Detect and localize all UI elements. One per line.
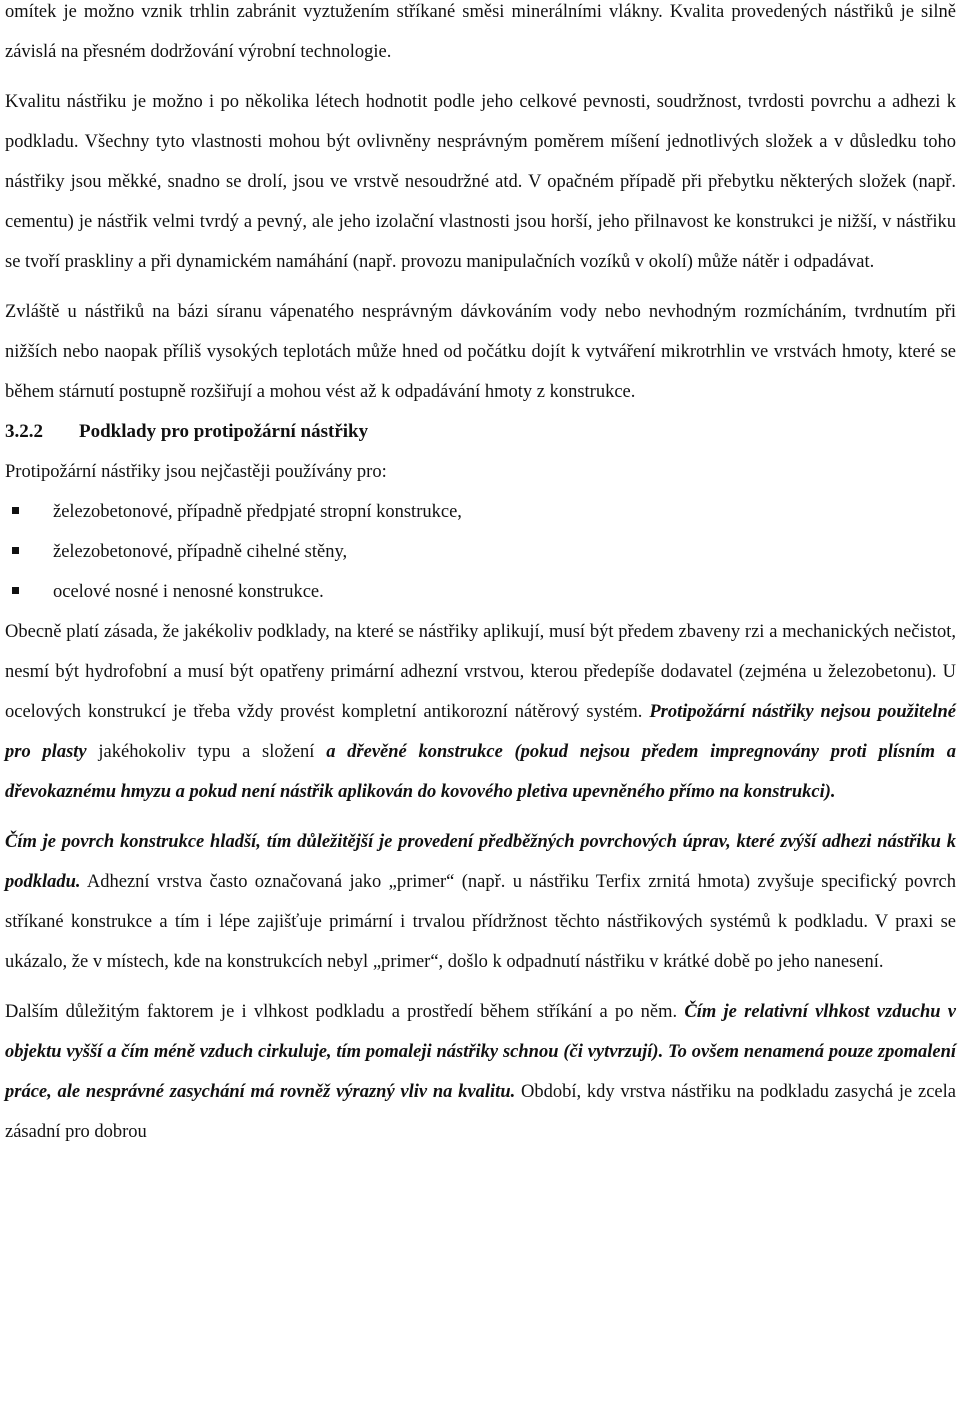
square-bullet-icon [12,507,19,514]
square-bullet-icon [12,587,19,594]
humidity-text: Dalším důležitým faktorem je i vlhkost podkladu a prostředí během stříkání a po něm. [5,1002,685,1022]
list-item-text: ocelové nosné i nenosné konstrukce. [53,582,324,602]
section-heading [5,412,956,452]
paragraph-intro-continuation: omítek je možno vznik trhlin zabránit vyztužením stříkané směsi minerálními vlákny. Kvalita provedených nástřiků je silně závislá na přesném dodržování výrobní technologie. [5,2,956,62]
usage-list [5,492,956,612]
paragraph-calcium-sulfate: Zvláště u nástřiků na bázi síranu vápenatého nesprávným dávkováním vody nebo nevhodným rozmícháním, tvrdnutím při nižších nebo naopak příliš vysokých teplotách může hned od počátku dojít k vytváření mikrotrhlin ve vrstvách hmoty, které se během stárnutí postupně rozšiřují a mohou vést až k odpadávání hmoty z konstrukce. [5,302,956,402]
substrate-emphasis-wood: a dřevěné konstrukce (pokud nejsou předem impregnovány proti plísním a dřevokaznému hmyzu a pokud není nástřik aplikován do kovového pletiva upevněného přímo na konstrukci). [5,742,957,802]
square-bullet-icon [12,547,19,554]
paragraph-quality-evaluation: Kvalitu nástřiku je možno i po několika létech hodnotit podle jeho celkové pevnosti, soudržnost, tvrdosti povrchu a adhezi k podkladu. Všechny tyto vlastnosti mohou být ovlivněny nesprávným poměrem míšení jednotlivých složek a v důsledku toho nástřiky jsou měkké, snadno se drolí, jsou ve vrstvě nesoudržné atd. V opačném případě při přebytku některých složek (např. cementu) je nástřik velmi tvrdý a pevný, ale jeho izolační vlastnosti jsou horší, jeho přilnavost ke konstrukci je nižší, v nástřiku se tvoří praskliny a při dynamickém namáhání (např. provozu manipulačních vozíků v okolí) může nátěr i odpadávat. [5,92,956,272]
substrate-emphasis-plastics: Protipožární nástřiky nejsou použitelné pro plasty [5,702,956,762]
paragraph-substrate-requirements [5,612,956,812]
paragraph-usage-intro: Protipožární nástřiky jsou nejčastěji používány pro: [5,462,387,482]
list-item-text: železobetonové, případně cihelné stěny, [53,542,348,562]
humidity-emphasis: Čím je relativní vlhkost vzduchu v objektu vyšší a čím méně vzduch cirkuluje, tím pomaleji nástřiky schnou (či vytvrzují). To ovšem nenamená pouze zpomalení práce, ale nesprávné zasychání má rovněž výrazný vliv na kvalitu. [5,1002,956,1102]
substrate-text-type: jakéhokoliv typu a složení [86,742,327,762]
paragraph-surface-primer [5,822,956,982]
humidity-text-end: Období, kdy vrstva nástřiku na podkladu zasychá je zcela zásadní pro dobrou [5,1082,956,1142]
primer-emphasis: Čím je povrch konstrukce hladší, tím důležitější je provedení předběžných povrchových úprav, které zvýší adhezi nástřiku k podkladu. [5,832,956,892]
paragraph-humidity [5,992,956,1152]
section-number: 3.2.2 [5,421,43,442]
list-item-text: železobetonové, případně předpjaté stropní konstrukce, [53,502,462,522]
list-item [5,572,956,612]
substrate-text: Obecně platí zásada, že jakékoliv podklady, na které se nástřiky aplikují, musí být předem zbaveny rzi a mechanických nečistot, nesmí být hydrofobní a musí být opatřeny primární adhezní vrstvou, kterou předepíše dodavatel (zejména u železobetonu). U ocelových konstrukcí je třeba vždy provést kompletní antikorozní nátěrový systém. [5,622,956,722]
list-item [5,492,956,532]
list-item [5,532,956,572]
section-title: Podklady pro protipožární nástřiky [79,421,369,442]
primer-text: Adhezní vrstva často označovaná jako „primer“ (např. u nástřiku Terfix zrnitá hmota) zvyšuje specifický povrch stříkané konstrukce a tím i lépe zajišťuje primární i trvalou přídržnost těchto nástřikových systémů k podkladu. V praxi se ukázalo, že v místech, kde na konstrukcích nebyl „primer“, došlo k odpadnutí nástřiku v krátké době po jeho nanesení. [5,872,956,972]
